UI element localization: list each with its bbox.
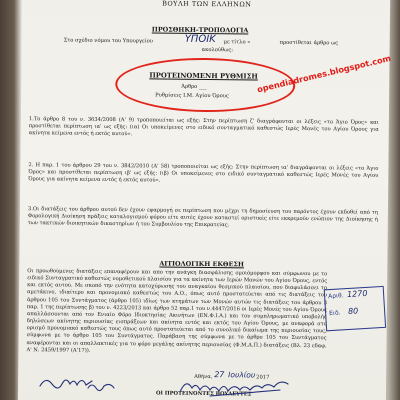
form-title: ΠΡΟΣΘΗΚΗ-ΤΡΟΠΟΛΟΓΙΑ [151, 25, 249, 35]
parliament-header: ΒΟΥΛΗ ΤΩΝ ΕΛΛΗΝΩΝ [162, 0, 252, 9]
paragraph-3: 3.Οι διατάξεις του άρθρου αυτού δεν έχουν εφαρμογή σε περίπτωση που μέχρι τη δημοσίευση του παρόντος έχουν εκδοθεί από τη Φορολογική Διοίκηση πράξεις καταλογισμού φόρου είτε αυτές έχουν καταστεί οριστικές είτε εκκρεμούν ενώπιον της Διοίκησης ή των τακτικών διοικητικών δικαστηρίων ή του Συμβουλίου της Επικρατείας. [27, 206, 378, 229]
signature-right [180, 382, 288, 396]
paragraph-2: 2. Η παρ. 1 του άρθρου 29 του ν. 3842/2010 (Α' 58) τροποποιείται ως εξής: Στην περίπτωση ια' διαγράφονται οι λέξεις «το Άγιο Όρος» και προστίθεται περίπτωση ιβ' ως εξής: (ιβ) Οι υποκείμενες στο ειδικό συνταγματικό καθεστώς Ιερές Μονές του Αγίου Όρους για ακίνητα κείμενα εντός ή εκτός αυτού». [28, 162, 379, 184]
stamp-handwritten-special: 80 [347, 306, 359, 316]
signature-left [40, 380, 114, 391]
bill-title-label: με τίτλο « [223, 39, 251, 46]
bill-following-text: ακολούθως: [201, 46, 234, 54]
date-prefix: Αθήνα, [194, 373, 213, 381]
date-handwritten-month: Ιουλίου [228, 370, 256, 380]
blog-watermark: opendiadromes.blogspot.com [256, 52, 392, 95]
explanation-title: ΑΙΤΙΟΛΟΓΙΚΗ ΕΚΘΕΣΗ [159, 259, 244, 269]
proposers-label: ΟΙ ΠΡΟΤΕΙΝΟΝΤΕΣ ΒΟΥΛΕΥΤΕΣ [155, 390, 252, 398]
stamp-label-special: Ειδ. [328, 309, 341, 318]
date-handwritten-day: 27 [214, 370, 225, 380]
date-year: 2017 [256, 374, 270, 381]
stamp-handwritten-number: 1270 [346, 288, 368, 300]
proposal-article: Άρθρο ___ [181, 83, 207, 91]
paragraph-1: 1.Το άρθρο 8 του ν. 3634/2008 (Α' 9) τροποποιείται ως εξής: Στην περίπτωση ζ' διαγράφονται οι λέξεις «το Άγιο Όρος» και προστίθεται περίπτωση ια' ως εξής: (ια) Οι υποκείμενες στο ειδικό συνταγματικό καθεστώς Ιερές Μονές του Αγίου Όρους για ακίνητα κείμενα εντός ή εκτός αυτού». [28, 116, 379, 138]
proposal-title: ΠΡΟΤΕΙΝΟΜΕΝΗ ΡΥΘΜΙΣΗ [149, 71, 258, 81]
stamp-label-number: Αριθ. [327, 292, 344, 301]
explanation-body: Οι προωθούμενες διατάξεις επαναφέρουν και απο την ανάγκη διασφάλισης ομοιόμορφου και σύμφωνου με το ειδικό Συνταγματικό καθεστώς νομοθετικού πλαισίου για τα ακίνητα των Ιερών Μονών του Αγίου Όρους, εντός και εκτός αυτού. Με σκοπό την ενότητα κατοχύρωσης του αναγκαίου θεσμικού πλαισίου, που διαφυλάσσει το αμετάκινο, ιδιαίτερο και προνομιακό καθεστώς του Α.Ο., όπως αυτό προστατεύεται από τις διατάξεις του άρθρου 105 του Συντάγματος (άρθρο 105) ιδίως των κτημάτων των Μονών αυτών τις διατάξεις του άρθρου 3 παρ. 1 της περίπτωσης β) του ν. 4223/2013 και άρθρο 52 παρ.1 του ν.4447/2016 οι Ιερές Μονές του Αγίου Όρους απαλλάσσονται από τον Ενιαίο Φόρο Ιδιοκτησίας Ακινήτων (ΕΝ.Φ.Ι.Α.) και τον συμπληρωματικό υποβολής δηλώσεων ακίνητης περιουσίας εισπράξεων και ακίνητα εντός και εκτός του Αγίου Όρους, με αναφορά στο ορισμό προνομιακό καθεστώς τους όπως αυτό προστατεύεται από το συνολικό δικαίωμα της περιουσίας τους, σύμφωνα με το άρθρο 105 του Συντάγματος. Παράβαση της σύμφωνα με το άρθρο 105 του Συντάγματος αναφέρονται και οι απαλλακτικές για το φόρο μεγάλης ακίνητης περιουσίας (Φ.Μ.Α.Π.) διατάξεις (Βλ. 23 εδαφ. Α' Ν. 2459/1997 (Α'17)). [26, 268, 328, 354]
bill-article-text: προστίθεται άρθρο ως [279, 39, 339, 47]
bill-intro-text: Στο σχέδιο νόμου του Υπουργείου [63, 37, 153, 45]
proposal-subtitle: Ρυθμίσεις Ι.Μ. Αγίου Όρους [155, 92, 229, 100]
handwritten-ministry: ΥΠΟΙΚ [184, 33, 216, 46]
